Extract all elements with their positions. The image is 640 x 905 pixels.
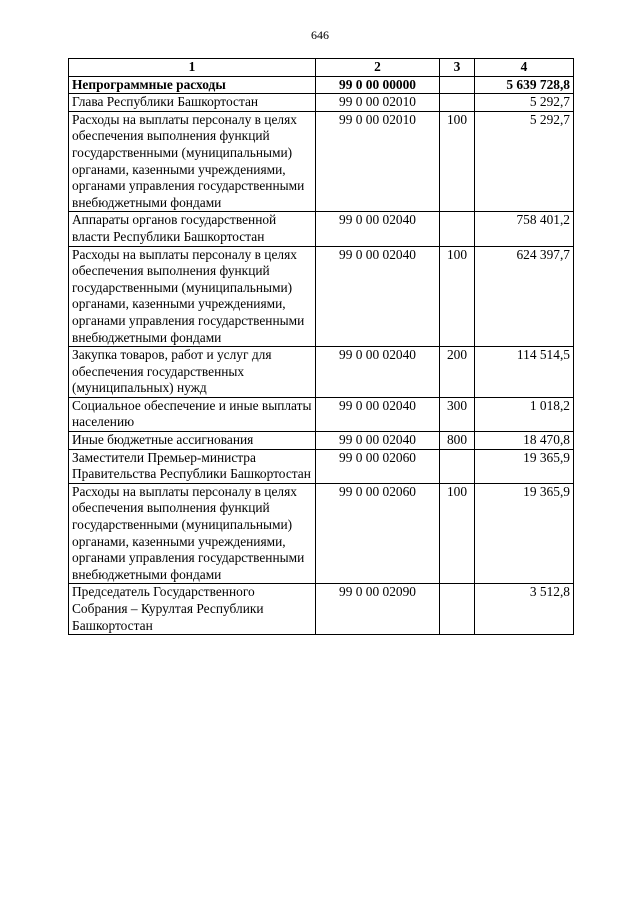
row-amount-cell: 19 365,9	[475, 449, 574, 483]
header-col-2: 2	[316, 59, 440, 77]
row-amount-cell: 18 470,8	[475, 432, 574, 450]
table-row	[69, 94, 574, 112]
table-body	[69, 76, 574, 635]
row-amount-cell: 5 292,7	[475, 111, 574, 212]
table-row	[69, 111, 574, 212]
row-code-cell: 99 0 00 02090	[316, 584, 440, 635]
row-amount-cell: 5 292,7	[475, 94, 574, 112]
row-code-cell: 99 0 00 02040	[316, 212, 440, 246]
row-name-cell: Иные бюджетные ассигнования	[69, 432, 316, 450]
row-code-cell: 99 0 00 00000	[316, 76, 440, 94]
table-row	[69, 483, 574, 584]
budget-table	[68, 58, 574, 635]
row-amount-cell: 758 401,2	[475, 212, 574, 246]
header-col-3: 3	[440, 59, 475, 77]
table-row	[69, 347, 574, 398]
row-type-cell	[440, 76, 475, 94]
row-amount-cell: 5 639 728,8	[475, 76, 574, 94]
row-name-cell: Закупка товаров, работ и услуг для обеспечения государственных (муниципальных) нужд	[69, 347, 316, 398]
row-name-cell: Непрограммные расходы	[69, 76, 316, 94]
table-row	[69, 76, 574, 94]
row-amount-cell: 3 512,8	[475, 584, 574, 635]
row-name-cell: Расходы на выплаты персоналу в целях обеспечения выполнения функций государственными (муниципальными) органами, казенными учреждениями, органами управления государственными внебюджетными фондами	[69, 111, 316, 212]
table-row	[69, 397, 574, 431]
row-name-cell: Социальное обеспечение и иные выплаты населению	[69, 397, 316, 431]
table-row	[69, 212, 574, 246]
row-type-cell: 200	[440, 347, 475, 398]
row-name-cell: Председатель Государственного Собрания – Курултая Республики Башкортостан	[69, 584, 316, 635]
table-header-row	[69, 59, 574, 77]
row-type-cell: 800	[440, 432, 475, 450]
page-number: 646	[311, 28, 329, 42]
row-name-cell: Расходы на выплаты персоналу в целях обеспечения выполнения функций государственными (муниципальными) органами, казенными учреждениями, органами управления государственными внебюджетными фондами	[69, 246, 316, 347]
row-amount-cell: 1 018,2	[475, 397, 574, 431]
row-type-cell: 100	[440, 111, 475, 212]
row-code-cell: 99 0 00 02060	[316, 449, 440, 483]
row-name-cell: Расходы на выплаты персоналу в целях обеспечения выполнения функций государственными (муниципальными) органами, казенными учреждениями, органами управления государственными внебюджетными фондами	[69, 483, 316, 584]
row-code-cell: 99 0 00 02010	[316, 111, 440, 212]
header-col-4: 4	[475, 59, 574, 77]
row-name-cell: Аппараты органов государственной власти Республики Башкортостан	[69, 212, 316, 246]
table-row	[69, 584, 574, 635]
row-type-cell: 100	[440, 246, 475, 347]
row-amount-cell: 624 397,7	[475, 246, 574, 347]
row-type-cell	[440, 212, 475, 246]
row-type-cell: 300	[440, 397, 475, 431]
row-amount-cell: 114 514,5	[475, 347, 574, 398]
row-code-cell: 99 0 00 02040	[316, 397, 440, 431]
table-row	[69, 449, 574, 483]
row-code-cell: 99 0 00 02060	[316, 483, 440, 584]
row-code-cell: 99 0 00 02040	[316, 432, 440, 450]
row-type-cell	[440, 584, 475, 635]
table-row	[69, 246, 574, 347]
header-col-1: 1	[69, 59, 316, 77]
row-type-cell	[440, 94, 475, 112]
row-name-cell: Глава Республики Башкортостан	[69, 94, 316, 112]
row-code-cell: 99 0 00 02040	[316, 347, 440, 398]
table-row	[69, 432, 574, 450]
row-code-cell: 99 0 00 02040	[316, 246, 440, 347]
row-type-cell: 100	[440, 483, 475, 584]
row-amount-cell: 19 365,9	[475, 483, 574, 584]
row-type-cell	[440, 449, 475, 483]
row-code-cell: 99 0 00 02010	[316, 94, 440, 112]
row-name-cell: Заместители Премьер-министра Правительства Республики Башкортостан	[69, 449, 316, 483]
